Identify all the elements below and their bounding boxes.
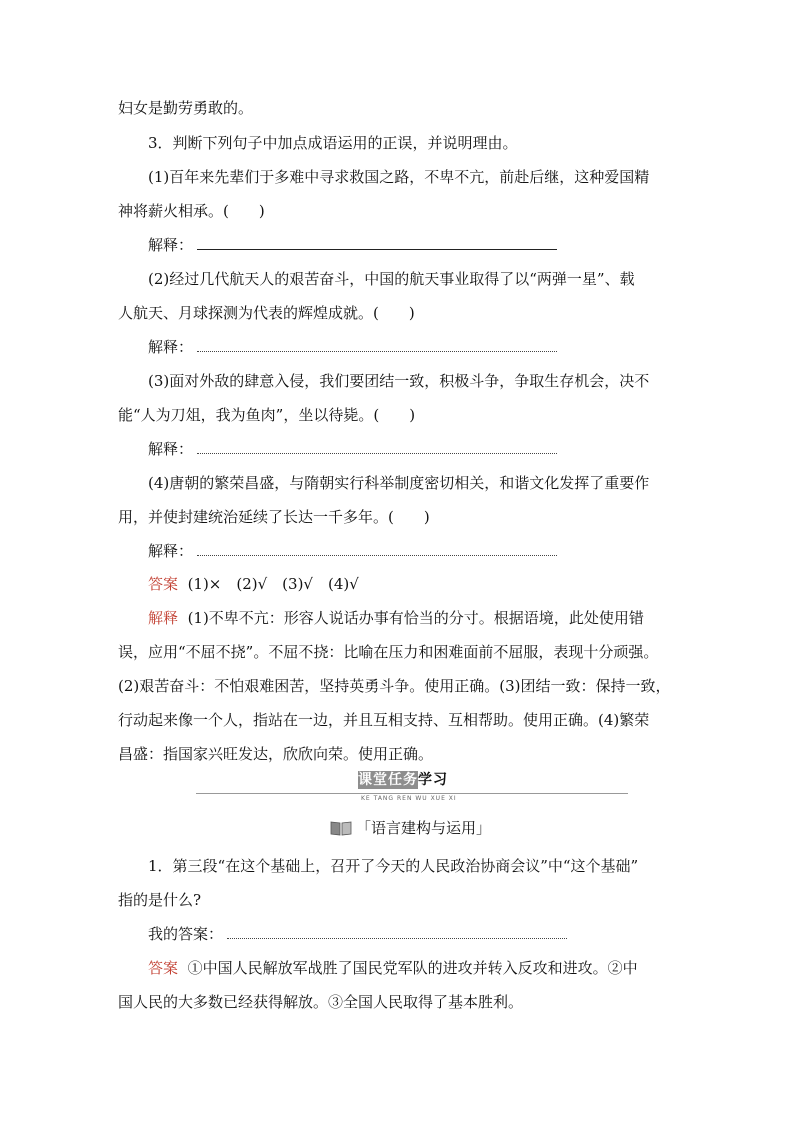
explain-label: 解释： (148, 542, 194, 560)
text-line: 妇女是勤劳勇敢的。 (118, 99, 254, 117)
answer-blank[interactable] (227, 924, 567, 939)
answer-text: ①中国人民解放军战胜了国民党军队的进攻并转入反攻和进攻。②中 (187, 959, 638, 977)
question-3-3-cont: 能“人为刀俎，我为鱼肉”，坐以待毙。( ) (118, 406, 416, 424)
explain-field-1[interactable] (148, 235, 557, 255)
banner-text: 学习 (418, 772, 448, 788)
q1-answer-cont: 国人民的大多数已经获得解放。③全国人民取得了基本胜利。 (118, 993, 524, 1011)
answer-blank[interactable] (197, 439, 557, 454)
banner-pinyin: KE TANG REN WU XUE XI (361, 795, 457, 802)
explain-label: 解释： (148, 236, 194, 254)
banner-divider (196, 793, 628, 794)
my-answer-label: 我的答案： (148, 925, 224, 943)
answer-text: (1)× (2)√ (3)√ (4)√ (187, 575, 359, 593)
answer-label: 答案 (148, 575, 179, 593)
explanation-line-5: 昌盛：指国家兴旺发达，欣欣向荣。使用正确。 (118, 745, 434, 763)
section-heading (330, 818, 491, 838)
question-1-cont: 指的是什么? (118, 891, 202, 909)
explain-field-2[interactable] (148, 337, 557, 357)
answer-label: 答案 (148, 959, 179, 977)
question-3-1-cont: 神将薪火相承。( ) (118, 202, 265, 220)
question-3-1: (1)百年来先辈们于多难中寻求救国之路，不卑不亢，前赴后继，这种爱国精 (148, 168, 650, 186)
book-icon (330, 820, 352, 836)
question-3: 3．判断下列句子中加点成语运用的正误，并说明理由。 (148, 134, 518, 152)
explanation-text: (1)不卑不亢：形容人说话办事有恰当的分寸。根据语境，此处使用错 (187, 609, 644, 627)
section-title: 「语言建构与运用」 (356, 819, 492, 837)
explain-label: 解释： (148, 338, 194, 356)
question-3-4-cont: 用，并使封建统治延续了长达一千多年。( ) (118, 508, 430, 526)
question-3-2: (2)经过几代航天人的艰苦奋斗，中国的航天事业取得了以“两弹一星”、载 (148, 270, 635, 288)
question-3-3: (3)面对外敌的肆意入侵，我们要团结一致，积极斗争，争取生存机会，决不 (148, 372, 650, 390)
answer-blank[interactable] (197, 541, 557, 556)
question-3-2-cont: 人航天、月球探测为代表的辉煌成就。( ) (118, 304, 415, 322)
explanation-line-2: 误，应用“不屈不挠”。不屈不挠：比喻在压力和困难面前不屈服，表现十分顽强。 (118, 643, 659, 661)
answer-blank[interactable] (197, 235, 557, 250)
answer-blank[interactable] (197, 337, 557, 352)
explain-field-4[interactable] (148, 541, 557, 561)
explanation-line-1 (148, 608, 644, 628)
q1-answer-line (148, 958, 638, 978)
my-answer-field[interactable] (148, 924, 567, 944)
section-banner (196, 771, 628, 805)
explain-label: 解释： (148, 440, 194, 458)
question-3-4: (4)唐朝的繁荣昌盛，与隋朝实行科举制度密切相关，和谐文化发挥了重要作 (148, 474, 650, 492)
explanation-line-3: (2)艰苦奋斗：不怕艰难困苦，坚持英勇斗争。使用正确。(3)团结一致：保持一致， (118, 677, 671, 695)
explanation-label: 解释 (148, 609, 179, 627)
explain-field-3[interactable] (148, 439, 557, 459)
question-1: 1．第三段“在这个基础上，召开了今天的人民政治协商会议”中“这个基础” (148, 857, 639, 875)
answer-line (148, 574, 359, 594)
explanation-line-4: 行动起来像一个人，指站在一边，并且互相支持、互相帮助。使用正确。(4)繁荣 (118, 711, 650, 729)
banner-boxed-text: 课堂任务 (358, 772, 418, 788)
